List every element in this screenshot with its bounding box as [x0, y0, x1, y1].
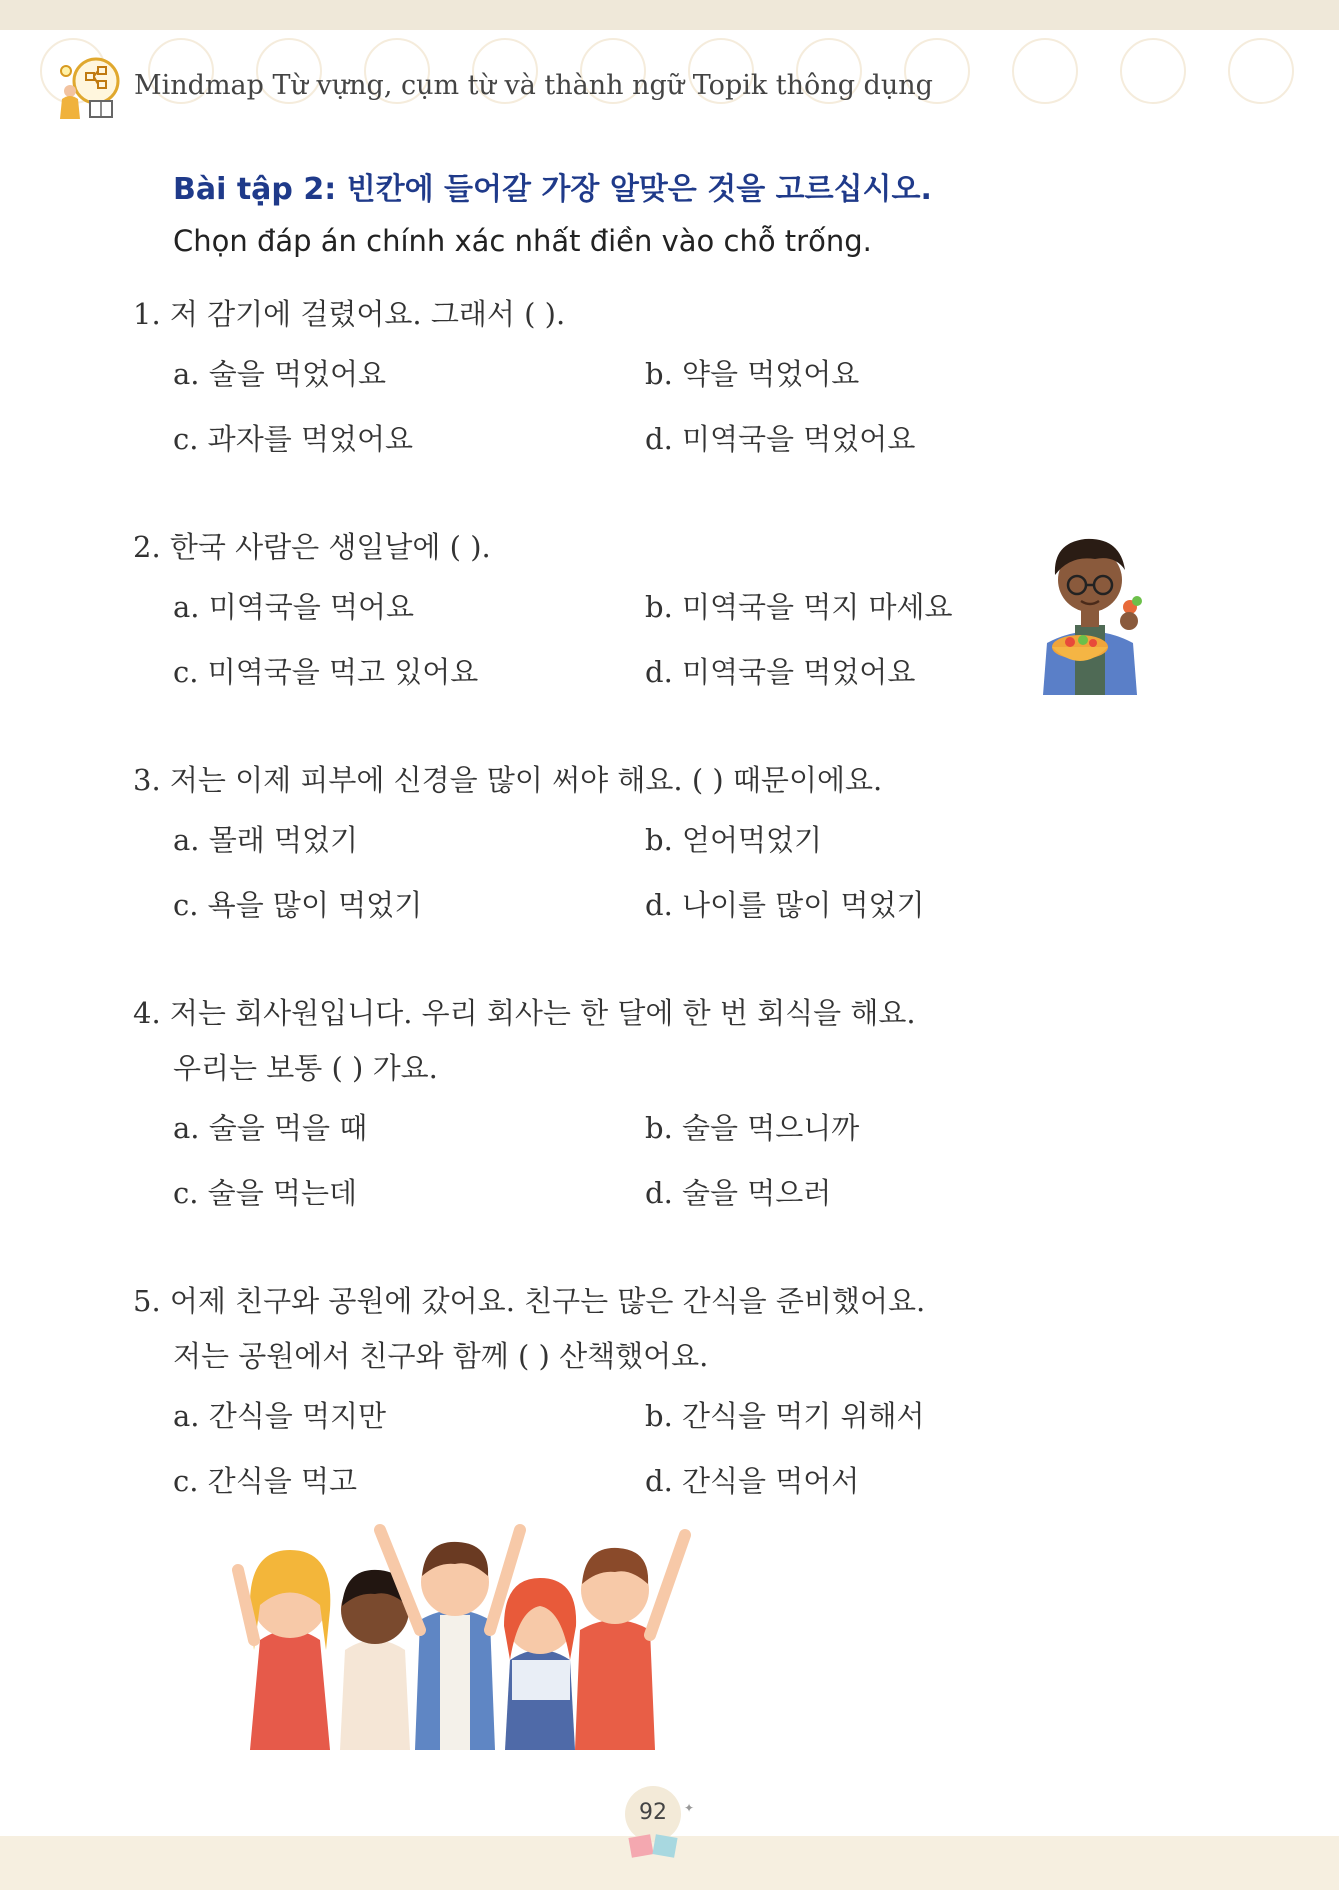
question-5-option-a[interactable]: a. 간식을 먹지만 — [173, 1399, 387, 1433]
question-2: 2. 한국 사람은 생일날에 ( ). — [133, 530, 491, 564]
group-of-friends-illustration — [230, 1510, 760, 1750]
question-4-option-a[interactable]: a. 술을 먹을 때 — [173, 1111, 368, 1145]
question-5-line-2: 저는 공원에서 친구와 함께 ( ) 산책했어요. — [173, 1339, 709, 1373]
question-4-option-b[interactable]: b. 술을 먹으니까 — [645, 1111, 860, 1145]
mindmap-reader-icon — [52, 55, 124, 125]
page-number: 92 — [639, 1800, 667, 1825]
question-4-option-c[interactable]: c. 술을 먹는데 — [173, 1176, 357, 1210]
question-2-option-a[interactable]: a. 미역국을 먹어요 — [173, 590, 415, 624]
question-3-option-b[interactable]: b. 얻어먹었기 — [645, 823, 823, 857]
question-3-option-c[interactable]: c. 욕을 많이 먹었기 — [173, 888, 423, 922]
question-1: 1. 저 감기에 걸렸어요. 그래서 ( ). — [133, 297, 566, 331]
exercise-title: Bài tập 2: 빈칸에 들어갈 가장 알맞은 것을 고르십시오. — [173, 172, 932, 207]
page-number-badge — [610, 1780, 696, 1866]
question-2-option-d[interactable]: d. 미역국을 먹었어요 — [645, 655, 916, 689]
question-1-option-c[interactable]: c. 과자를 먹었어요 — [173, 422, 413, 456]
question-5: 5. 어제 친구와 공원에 갔어요. 친구는 많은 간식을 준비했어요. — [133, 1284, 926, 1318]
question-1-option-d[interactable]: d. 미역국을 먹었어요 — [645, 422, 916, 456]
question-5-option-c[interactable]: c. 간식을 먹고 — [173, 1464, 357, 1498]
question-2-option-c[interactable]: c. 미역국을 먹고 있어요 — [173, 655, 479, 689]
question-1-option-b[interactable]: b. 약을 먹었어요 — [645, 357, 860, 391]
question-3-option-d[interactable]: d. 나이를 많이 먹었기 — [645, 888, 925, 922]
question-1-option-a[interactable]: a. 술을 먹었어요 — [173, 357, 387, 391]
question-4-line-2: 우리는 보통 ( ) 가요. — [173, 1051, 438, 1085]
question-5-option-d[interactable]: d. 간식을 먹어서 — [645, 1464, 860, 1498]
exercise-subtitle: Chọn đáp án chính xác nhất điền vào chỗ trống. — [173, 224, 872, 258]
question-3-option-a[interactable]: a. 몰래 먹었기 — [173, 823, 359, 857]
question-2-option-b[interactable]: b. 미역국을 먹지 마세요 — [645, 590, 953, 624]
boy-eating-salad-illustration — [1025, 525, 1155, 695]
question-3: 3. 저는 이제 피부에 신경을 많이 써야 해요. ( ) 때문이에요. — [133, 763, 883, 797]
header-title: Mindmap Từ vựng, cụm từ và thành ngữ Topik thông dụng — [134, 70, 933, 101]
question-4-option-d[interactable]: d. 술을 먹으러 — [645, 1176, 832, 1210]
question-4: 4. 저는 회사원입니다. 우리 회사는 한 달에 한 번 회식을 해요. — [133, 996, 916, 1030]
question-5-option-b[interactable]: b. 간식을 먹기 위해서 — [645, 1399, 925, 1433]
top-band — [0, 0, 1339, 30]
svg-text:✦: ✦ — [684, 1801, 695, 1815]
